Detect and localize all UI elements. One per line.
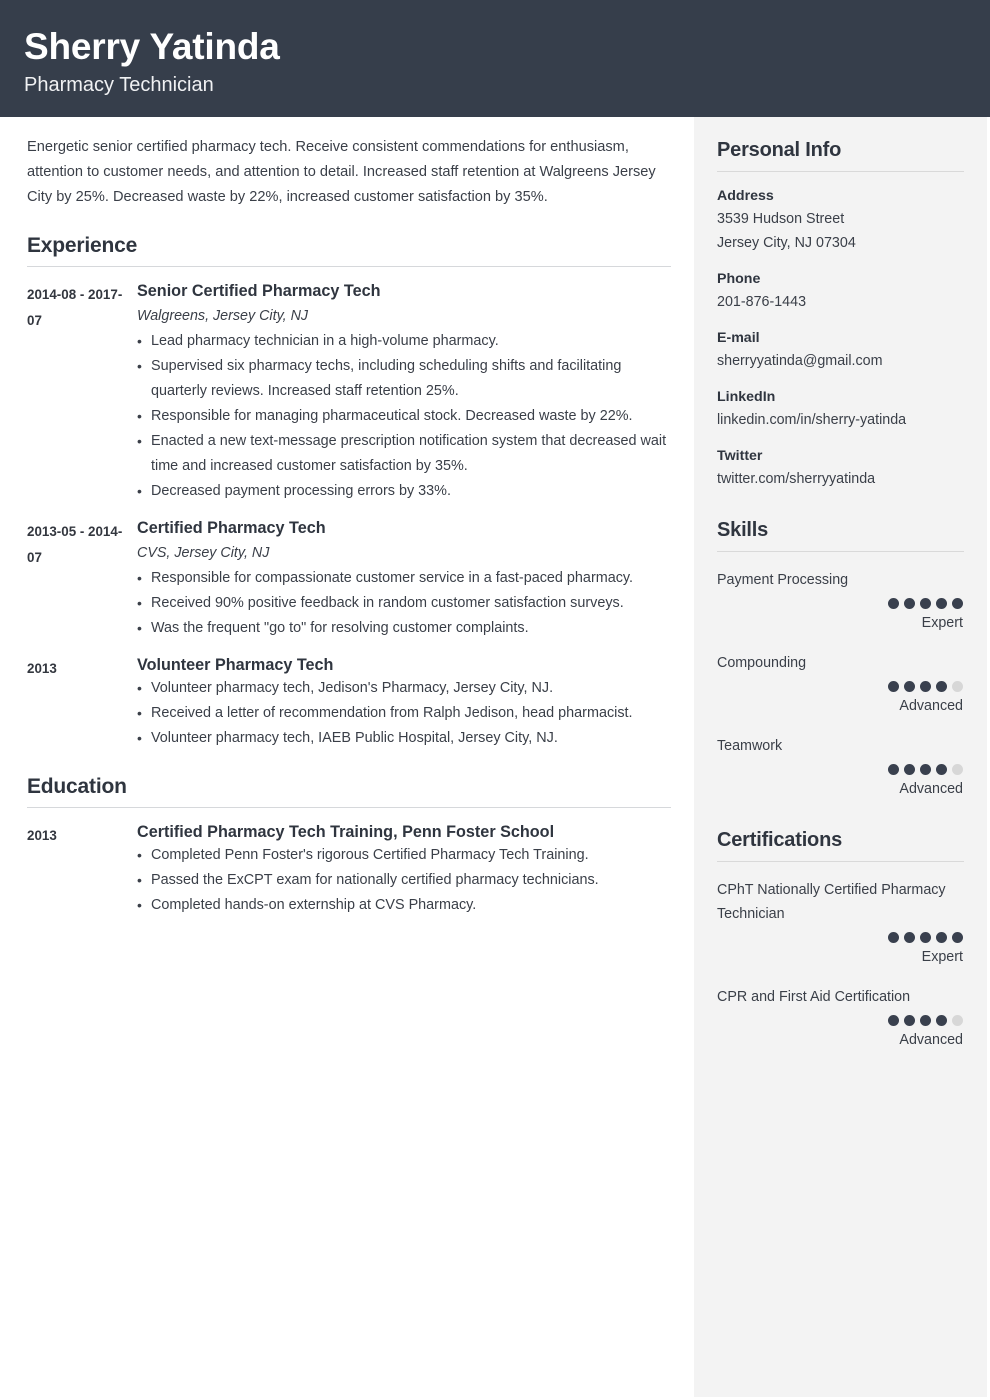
entry-bullet: • Received 90% positive feedback in random customer satisfaction surveys. — [137, 591, 671, 616]
entry-bullet: • Received a letter of recommendation from Ralph Jedison, head pharmacist. — [137, 701, 671, 726]
skill-item-level: Advanced — [899, 781, 963, 797]
personal-info-value[interactable]: twitter.com/sherryyatinda — [717, 471, 876, 487]
rating-dot-filled — [936, 681, 947, 692]
rating-dot-filled — [936, 932, 947, 943]
personal-info-value-line2: Jersey City, NJ 07304 — [717, 235, 856, 251]
entry-body — [137, 280, 671, 504]
personal-info-label: LinkedIn — [717, 389, 776, 405]
entry-bullet: • Completed hands-on externship at CVS Pharmacy. — [137, 893, 671, 918]
rating-dot-filled — [936, 764, 947, 775]
entry-role: Senior Certified Pharmacy Tech — [137, 282, 381, 300]
education-entries — [27, 821, 671, 918]
rating-dot-empty — [952, 764, 963, 775]
skill-items — [717, 568, 964, 801]
certification-item — [717, 985, 964, 1052]
personal-info-value[interactable]: 3539 Hudson Street — [717, 211, 845, 227]
candidate-name: Sherry Yatinda — [24, 26, 280, 67]
personal-info-field — [717, 185, 964, 255]
personal-info-label: E-mail — [717, 330, 760, 346]
skill-item — [717, 734, 964, 801]
entry-date: 2013 — [27, 661, 57, 676]
entry-body — [137, 654, 671, 751]
rating-dot-empty — [952, 681, 963, 692]
certification-item-level: Advanced — [899, 1032, 963, 1048]
resume-entry — [27, 280, 671, 504]
resume-entry — [27, 517, 671, 641]
rating-dot-filled — [920, 598, 931, 609]
certification-item — [717, 878, 964, 969]
certification-item-name: CPhT Nationally Certified Pharmacy Technician — [717, 882, 946, 922]
skill-item — [717, 651, 964, 718]
skill-item-level: Expert — [921, 615, 963, 631]
rating-dot-filled — [936, 1015, 947, 1026]
entry-organization: CVS, Jersey City, NJ — [137, 545, 270, 561]
personal-info-value[interactable]: sherryyatinda@gmail.com — [717, 353, 883, 369]
rating-dot-filled — [888, 932, 899, 943]
section-heading-certifications: Certifications — [717, 829, 964, 862]
rating-dot-filled — [936, 598, 947, 609]
rating-dots — [717, 681, 964, 692]
entry-bullet: • Was the frequent "go to" for resolving customer complaints. — [137, 616, 671, 641]
entry-body — [137, 821, 671, 918]
skill-item-name: Teamwork — [717, 738, 783, 754]
resume-header — [0, 0, 990, 117]
entry-bullet: • Volunteer pharmacy tech, Jedison's Pharmacy, Jersey City, NJ. — [137, 676, 671, 701]
rating-dot-filled — [904, 1015, 915, 1026]
certification-items — [717, 878, 964, 1052]
section-heading-education: Education — [27, 775, 671, 808]
entry-date: 2013-05 - 2014-07 — [27, 524, 123, 565]
entry-bullet: • Passed the ExCPT exam for nationally certified pharmacy technicians. — [137, 868, 671, 893]
personal-info-value[interactable]: linkedin.com/in/sherry-yatinda — [717, 412, 907, 428]
sidebar-column — [694, 117, 987, 1397]
section-heading-experience: Experience — [27, 234, 671, 267]
entry-bullet: • Responsible for compassionate customer service in a fast-paced pharmacy. — [137, 566, 671, 591]
skill-item — [717, 568, 964, 635]
entry-bullet: • Decreased payment processing errors by 33%. — [137, 479, 671, 504]
professional-summary: Energetic senior certified pharmacy tech. Receive consistent commendations for enthusiasm, attention to customer needs, and attention to detail. Increased staff retention at Walgreens Jersey City by 25%. Decreased waste by 22%, increased customer satisfaction by 35%. — [27, 139, 656, 205]
personal-info-value[interactable]: 201-876-1443 — [717, 294, 807, 310]
entry-bullet-list — [137, 329, 671, 504]
personal-info-field — [717, 445, 964, 491]
personal-info-field — [717, 268, 964, 314]
rating-dot-filled — [904, 764, 915, 775]
entry-date: 2014-08 - 2017-07 — [27, 287, 123, 328]
rating-dot-filled — [888, 764, 899, 775]
rating-dots — [717, 1015, 964, 1026]
entry-role: Certified Pharmacy Tech — [137, 519, 326, 537]
rating-dot-filled — [920, 932, 931, 943]
rating-dot-filled — [952, 932, 963, 943]
personal-info-label: Twitter — [717, 448, 763, 464]
rating-dot-filled — [920, 764, 931, 775]
skill-item-name: Compounding — [717, 655, 807, 671]
rating-dots — [717, 932, 964, 943]
rating-dot-filled — [888, 598, 899, 609]
experience-entries — [27, 280, 671, 751]
personal-info-fields — [717, 185, 964, 491]
skill-item-name: Payment Processing — [717, 572, 849, 588]
personal-info-label: Address — [717, 188, 774, 204]
entry-bullet-list — [137, 843, 671, 918]
resume-body — [0, 117, 990, 1400]
rating-dot-filled — [920, 1015, 931, 1026]
candidate-job-title: Pharmacy Technician — [24, 74, 214, 96]
entry-bullet: • Responsible for managing pharmaceutical stock. Decreased waste by 22%. — [137, 404, 671, 429]
rating-dot-filled — [904, 932, 915, 943]
resume-entry — [27, 654, 671, 751]
personal-info-field — [717, 386, 964, 432]
entry-organization: Walgreens, Jersey City, NJ — [137, 308, 309, 324]
entry-bullet: • Lead pharmacy technician in a high-volume pharmacy. — [137, 329, 671, 354]
rating-dots — [717, 598, 964, 609]
resume-entry — [27, 821, 671, 918]
rating-dot-filled — [920, 681, 931, 692]
rating-dot-filled — [904, 681, 915, 692]
entry-role: Certified Pharmacy Tech Training, Penn Foster School — [137, 823, 555, 841]
entry-bullet-list — [137, 566, 671, 641]
rating-dots — [717, 764, 964, 775]
certification-item-name: CPR and First Aid Certification — [717, 989, 911, 1005]
rating-dot-filled — [904, 598, 915, 609]
entry-bullet: • Enacted a new text-message prescription notification system that decreased wait time and increased customer satisfaction by 35%. — [137, 429, 671, 479]
entry-bullet: • Completed Penn Foster's rigorous Certified Pharmacy Tech Training. — [137, 843, 671, 868]
skill-item-level: Advanced — [899, 698, 963, 714]
section-heading-personal-info: Personal Info — [717, 139, 964, 172]
entry-bullet: • Supervised six pharmacy techs, including scheduling shifts and facilitating quarterly reviews. Increased staff retention 25%. — [137, 354, 671, 404]
entry-body — [137, 517, 671, 641]
personal-info-field — [717, 327, 964, 373]
entry-date: 2013 — [27, 828, 57, 843]
entry-bullet: • Volunteer pharmacy tech, IAEB Public Hospital, Jersey City, NJ. — [137, 726, 671, 751]
rating-dot-filled — [888, 1015, 899, 1026]
main-column — [3, 117, 694, 1400]
entry-bullet-list — [137, 676, 671, 751]
rating-dot-filled — [952, 598, 963, 609]
personal-info-label: Phone — [717, 271, 761, 287]
rating-dot-empty — [952, 1015, 963, 1026]
rating-dot-filled — [888, 681, 899, 692]
section-heading-skills: Skills — [717, 519, 964, 552]
entry-role: Volunteer Pharmacy Tech — [137, 656, 334, 674]
certification-item-level: Expert — [921, 949, 963, 965]
